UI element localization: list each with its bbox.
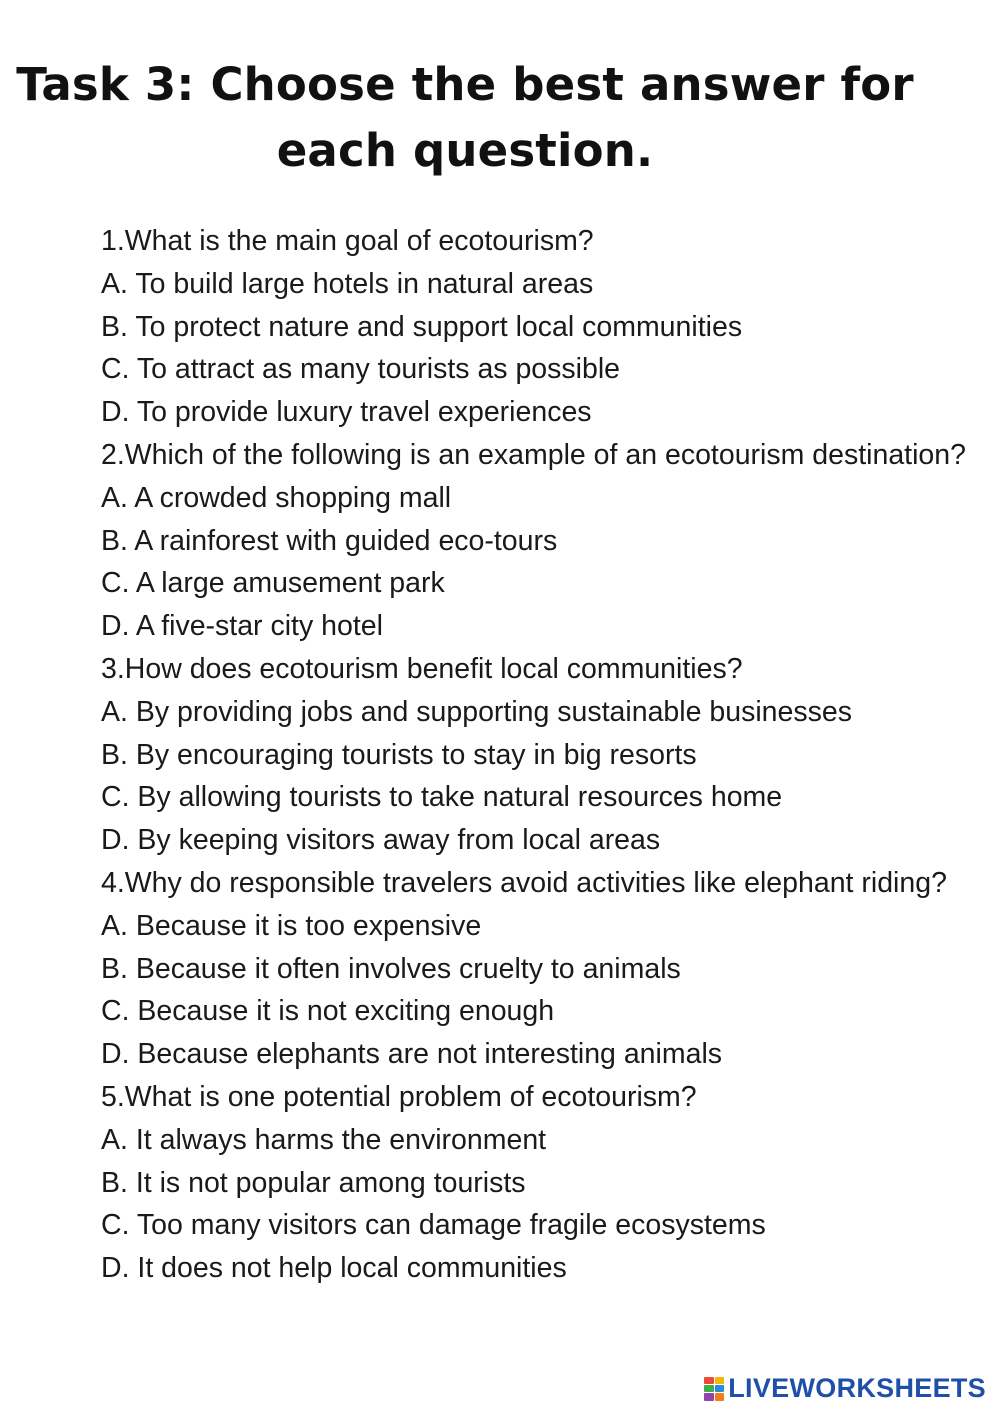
question-block — [101, 648, 981, 862]
answer-option: B. By encouraging tourists to stay in big resorts — [101, 738, 697, 771]
liveworksheets-logo-icon — [704, 1377, 724, 1401]
question-block — [101, 862, 981, 1076]
answer-option: C. By allowing tourists to take natural resources home — [101, 781, 783, 814]
answer-option: D. A five-star city hotel — [101, 610, 383, 643]
answer-option: C. Because it is not exciting enough — [101, 995, 555, 1028]
answer-option: B. To protect nature and support local communities — [101, 310, 743, 343]
brand-name: LIVEWORKSHEETS — [728, 1373, 986, 1403]
logo-block — [715, 1377, 725, 1384]
question-block — [101, 220, 981, 434]
answer-option: A. A crowded shopping mall — [101, 481, 452, 514]
answer-option: A. It always harms the environment — [101, 1123, 547, 1156]
question-block — [101, 1076, 981, 1290]
answer-option: B. Because it often involves cruelty to animals — [101, 952, 681, 985]
title-line-2: each question. — [276, 124, 654, 177]
question-text: 2.Which of the following is an example of an ecotourism destination? — [101, 438, 966, 471]
answer-option: A. Because it is too expensive — [101, 909, 482, 942]
answer-option: D. Because elephants are not interesting animals — [101, 1038, 723, 1071]
answer-option: A. By providing jobs and supporting sustainable businesses — [101, 695, 852, 728]
logo-block — [704, 1393, 714, 1400]
liveworksheets-logo — [704, 1373, 986, 1404]
question-text: 5.What is one potential problem of ecotourism? — [101, 1080, 697, 1113]
logo-block — [704, 1377, 714, 1384]
question-text: 4.Why do responsible travelers avoid activities like elephant riding? — [101, 866, 947, 899]
answer-option: D. To provide luxury travel experiences — [101, 396, 592, 429]
logo-block — [704, 1385, 714, 1392]
answer-option: C. Too many visitors can damage fragile ecosystems — [101, 1209, 766, 1242]
title-line-1: Task 3: Choose the best answer for — [16, 58, 914, 111]
answer-option: B. It is not popular among tourists — [101, 1166, 526, 1199]
logo-block — [715, 1385, 725, 1392]
answer-option: A. To build large hotels in natural areas — [101, 267, 594, 300]
worksheet-title — [0, 52, 930, 184]
question-block — [101, 434, 981, 648]
question-list — [101, 220, 981, 1290]
answer-option: C. To attract as many tourists as possible — [101, 353, 621, 386]
answer-option: C. A large amusement park — [101, 567, 445, 600]
answer-option: D. By keeping visitors away from local areas — [101, 824, 661, 857]
question-text: 1.What is the main goal of ecotourism? — [101, 225, 594, 257]
question-text: 3.How does ecotourism benefit local communities? — [101, 652, 743, 685]
answer-option: B. A rainforest with guided eco-tours — [101, 524, 558, 557]
answer-option: D. It does not help local communities — [101, 1252, 567, 1285]
logo-block — [715, 1393, 725, 1400]
